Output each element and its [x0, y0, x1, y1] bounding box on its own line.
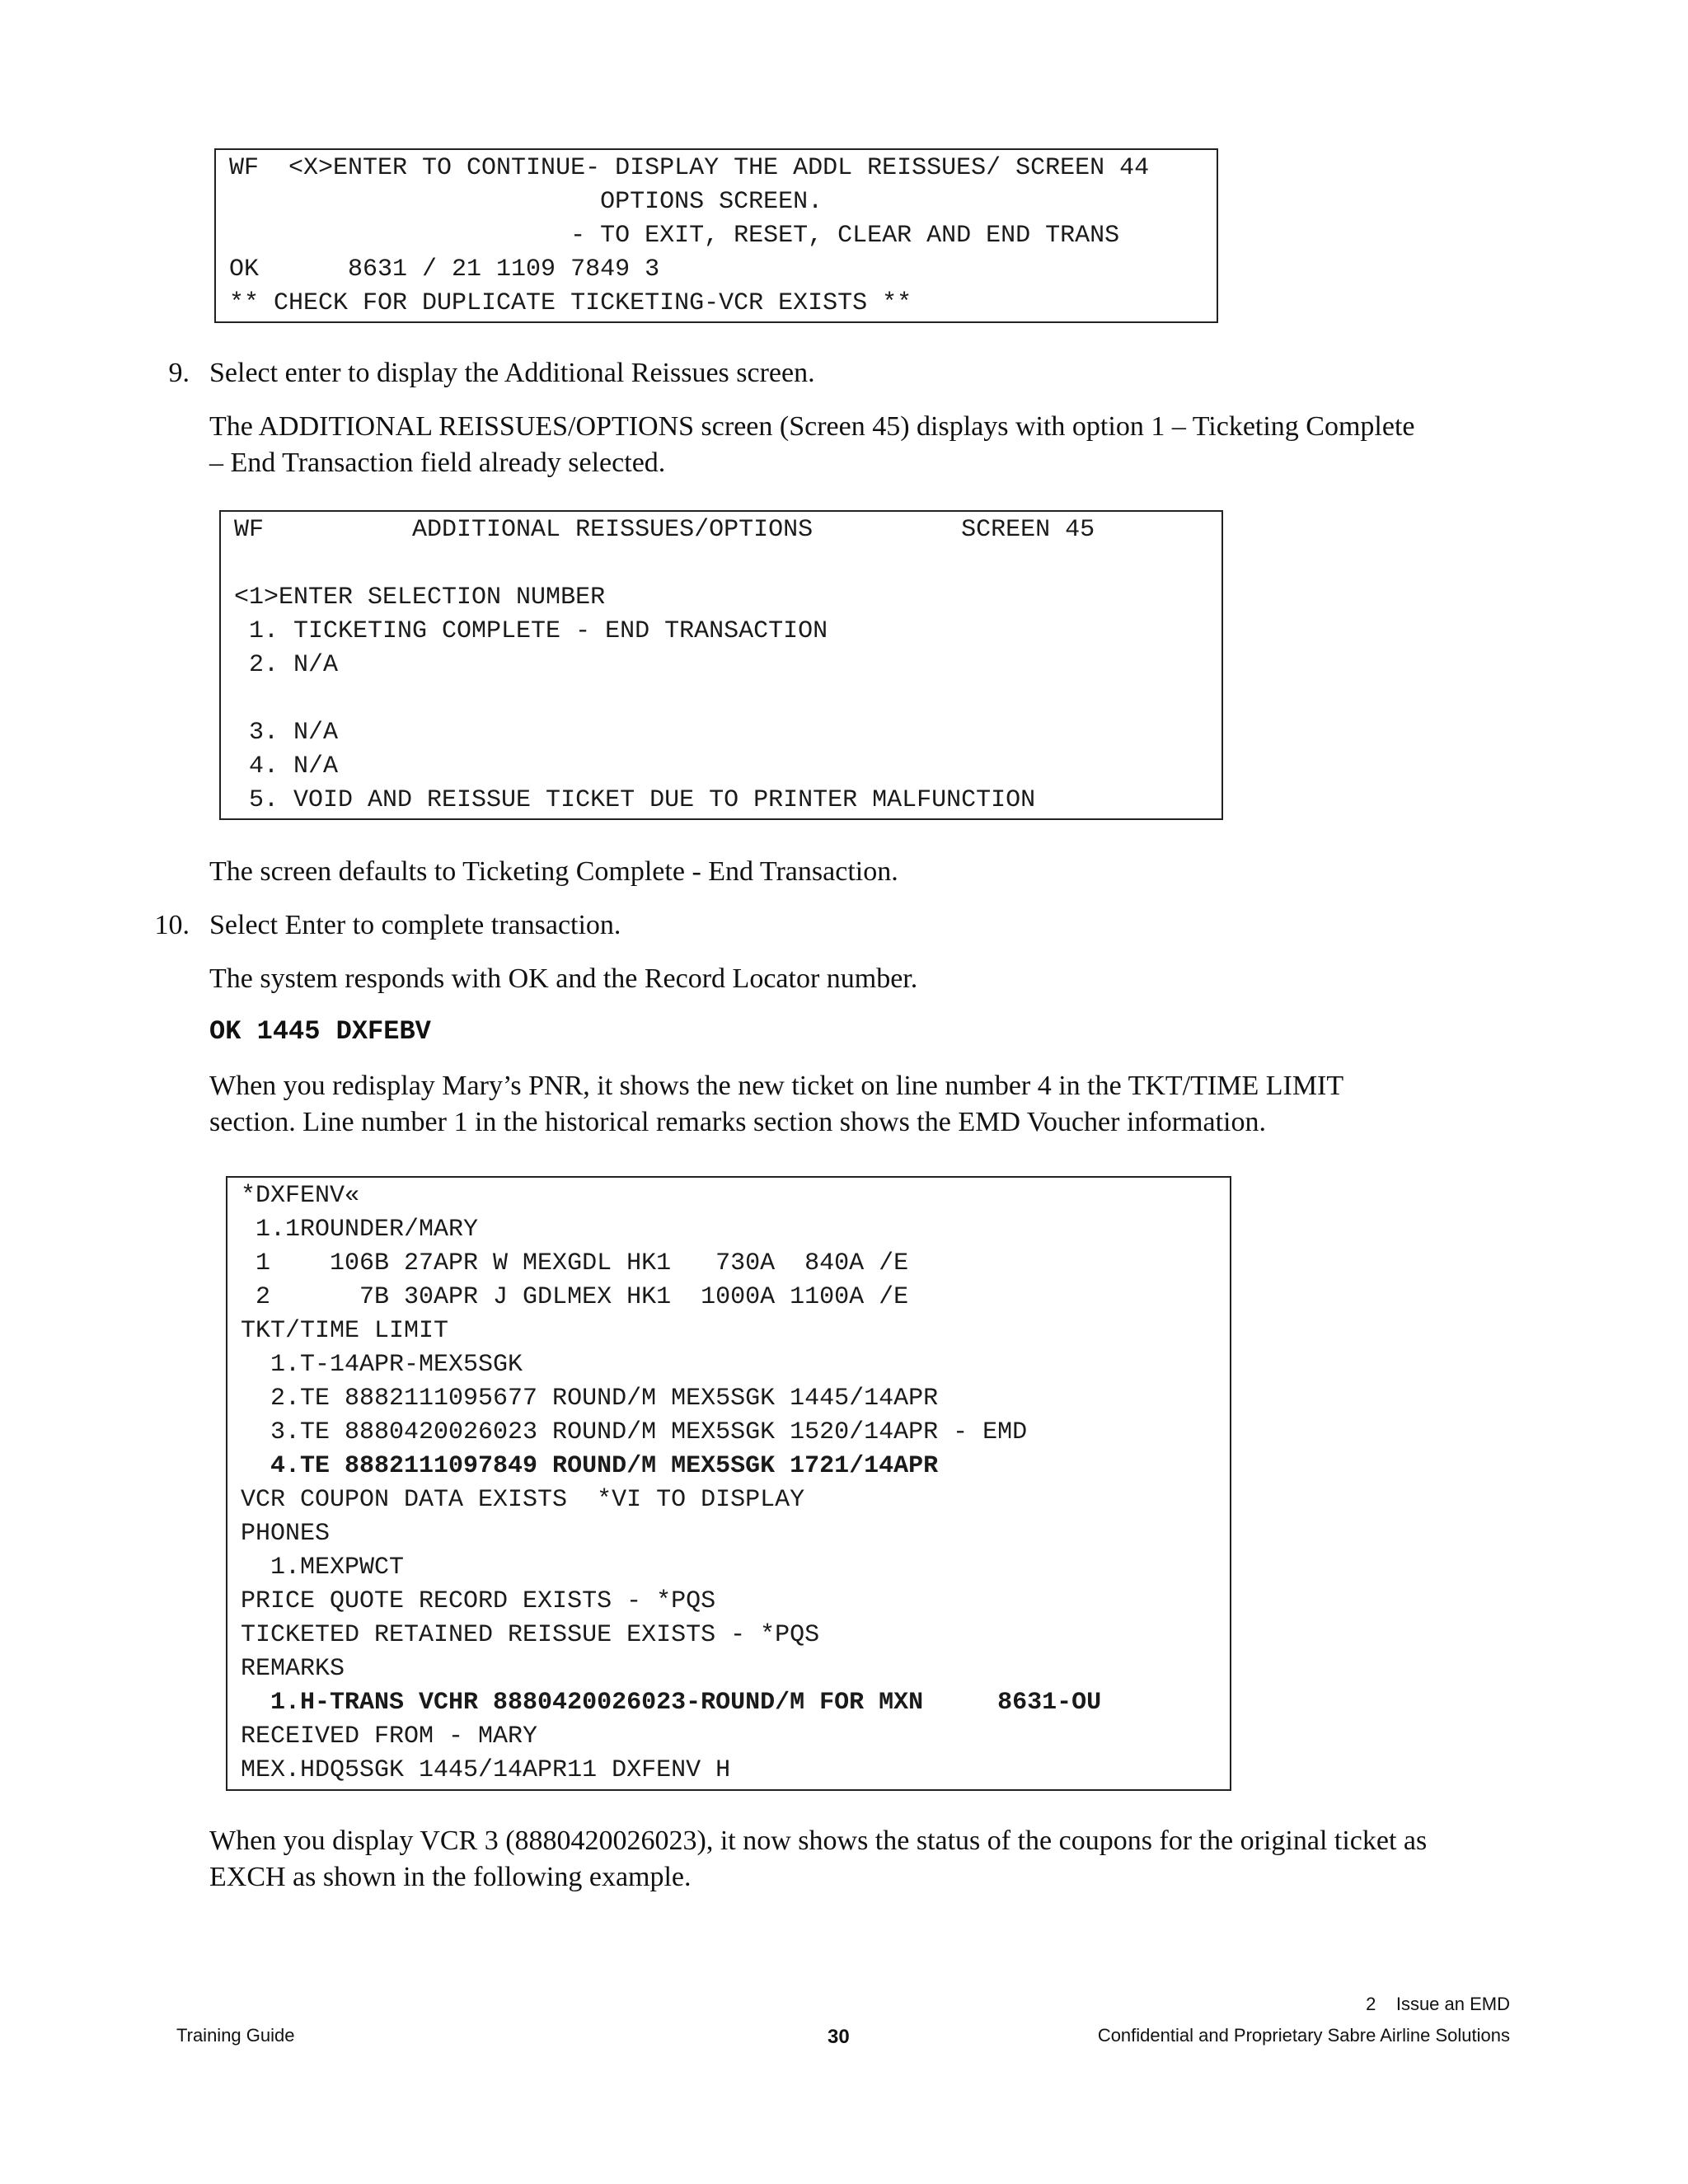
terminal-line: 1.T-14APR-MEX5SGK [241, 1351, 523, 1379]
terminal-line: VCR COUPON DATA EXISTS *VI TO DISPLAY [241, 1486, 805, 1514]
terminal-line: TICKETED RETAINED REISSUE EXISTS - *PQS [241, 1621, 820, 1649]
terminal-line-highlighted: 1.H-TRANS VCHR 8880420026023-ROUND/M FOR MXN 8631-OU [241, 1689, 1102, 1717]
terminal-line: OPTIONS SCREEN. [229, 188, 823, 216]
terminal-line: - TO EXIT, RESET, CLEAR AND END TRANS [229, 222, 1120, 250]
terminal-line: 5. VOID AND REISSUE TICKET DUE TO PRINTER MALFUNCTION [234, 786, 1036, 814]
terminal-line: *DXFENV« [241, 1182, 360, 1210]
terminal-line: 3.TE 8880420026023 ROUND/M MEX5SGK 1520/14APR - EMD [241, 1418, 1028, 1446]
terminal-line: <1>ENTER SELECTION NUMBER [234, 583, 606, 612]
step-9-description-line-1: The ADDITIONAL REISSUES/OPTIONS screen (Screen 45) displays with option 1 – Ticketing Complete [209, 411, 1415, 442]
terminal-line [234, 682, 1208, 716]
terminal-line: 2. N/A [234, 651, 339, 679]
step-10-text: Select Enter to complete transaction. [209, 910, 621, 940]
terminal-line: 1 106B 27APR W MEXGDL HK1 730A 840A /E [241, 1249, 909, 1277]
record-locator-code: OK 1445 DXFEBV [209, 1016, 431, 1047]
footer-left: Training Guide [176, 2025, 295, 2046]
terminal-line: 1. TICKETING COMPLETE - END TRANSACTION [234, 617, 828, 645]
footer-chapter: 2 Issue an EMD [1366, 1994, 1510, 2014]
terminal-line: TKT/TIME LIMIT [241, 1317, 449, 1345]
terminal-line: OK 8631 / 21 1109 7849 3 [229, 255, 660, 284]
terminal-line: 2 7B 30APR J GDLMEX HK1 1000A 1100A /E [241, 1283, 909, 1311]
screen-45-terminal [219, 510, 1223, 820]
footer-right: Confidential and Proprietary Sabre Airline Solutions [1097, 2025, 1510, 2046]
redisplay-text-line-1: When you redisplay Mary’s PNR, it shows the new ticket on line number 4 in the TKT/TIME LIMIT [209, 1071, 1344, 1101]
terminal-line: WF <X>ENTER TO CONTINUE- DISPLAY THE ADDL REISSUES/ SCREEN 44 [229, 154, 1150, 182]
terminal-line-highlighted: 4.TE 8882111097849 ROUND/M MEX5SGK 1721/14APR [241, 1452, 939, 1480]
terminal-line: 3. N/A [234, 719, 339, 747]
screen-44-terminal [214, 148, 1218, 323]
redisplay-text-line-2: section. Line number 1 in the historical remarks section shows the EMD Voucher information. [209, 1107, 1266, 1137]
step-10-number: 10. [154, 910, 190, 940]
terminal-line [234, 547, 1208, 581]
terminal-line: MEX.HDQ5SGK 1445/14APR11 DXFENV H [241, 1756, 731, 1784]
page-number: 30 [828, 2026, 850, 2048]
terminal-line: PHONES [241, 1520, 331, 1548]
step-9-text: Select enter to display the Additional Reissues screen. [209, 358, 815, 388]
terminal-line: 4. N/A [234, 752, 339, 780]
terminal-line: REMARKS [241, 1655, 345, 1683]
terminal-line: RECEIVED FROM - MARY [241, 1722, 538, 1750]
terminal-line: WF ADDITIONAL REISSUES/OPTIONS SCREEN 45 [234, 516, 1095, 544]
terminal-line: 1.1ROUNDER/MARY [241, 1216, 479, 1244]
vcr-text-line-2: EXCH as shown in the following example. [209, 1862, 692, 1892]
terminal-line: ** CHECK FOR DUPLICATE TICKETING-VCR EXISTS ** [229, 289, 912, 317]
vcr-text-line-1: When you display VCR 3 (8880420026023), it now shows the status of the coupons for the original ticket as [209, 1825, 1428, 1856]
terminal-line: 1.MEXPWCT [241, 1554, 405, 1582]
step-9-number: 9. [168, 358, 190, 388]
defaults-text: The screen defaults to Ticketing Complete - End Transaction. [209, 856, 898, 887]
pnr-terminal [226, 1176, 1231, 1791]
terminal-line: PRICE QUOTE RECORD EXISTS - *PQS [241, 1587, 716, 1615]
response-text: The system responds with OK and the Record Locator number. [209, 963, 918, 994]
terminal-line: 2.TE 8882111095677 ROUND/M MEX5SGK 1445/14APR [241, 1385, 939, 1413]
step-9-description-line-2: – End Transaction field already selected. [209, 448, 666, 478]
